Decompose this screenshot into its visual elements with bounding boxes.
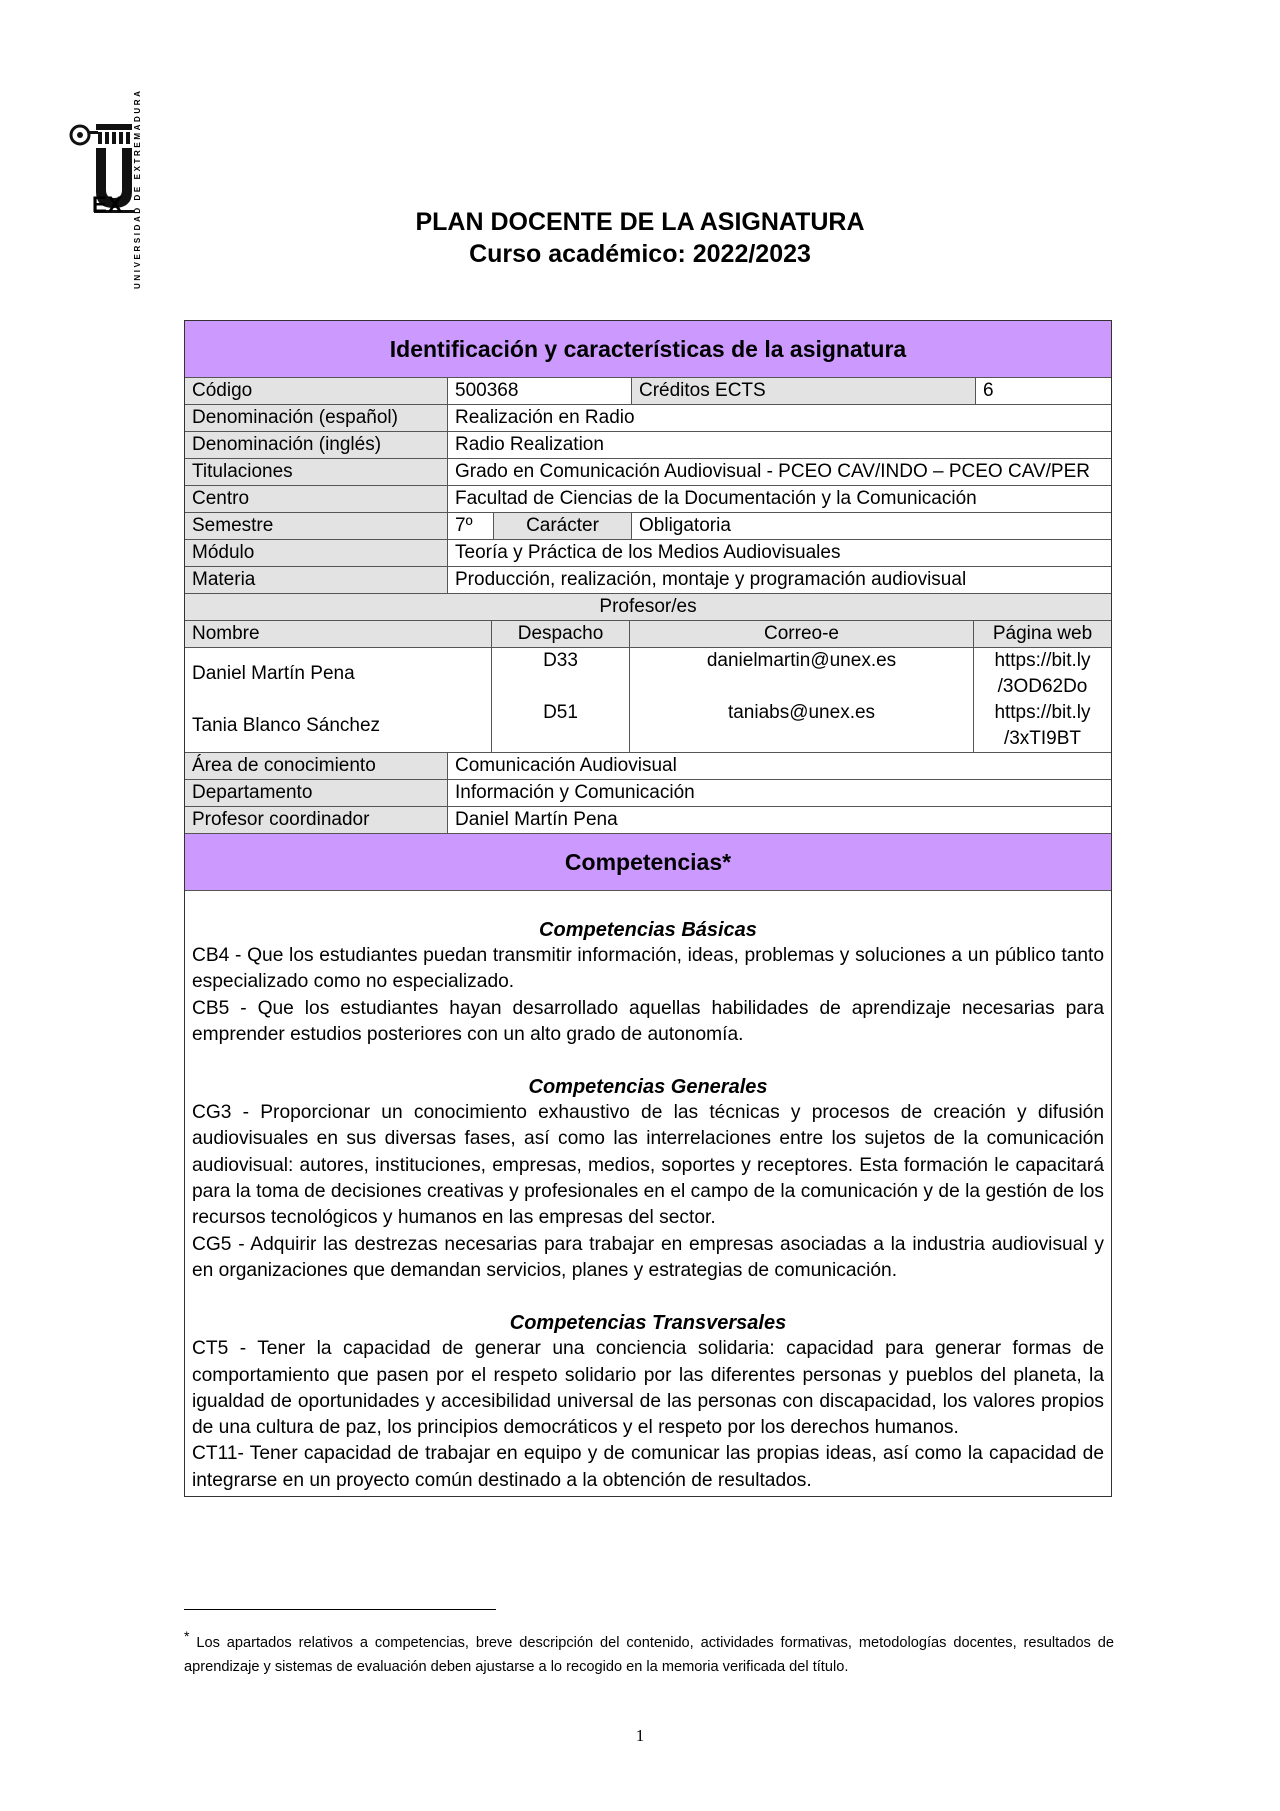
column-header-web: Página web: [973, 621, 1111, 647]
titulaciones-label: Titulaciones: [185, 459, 447, 485]
footnote: [184, 1624, 1114, 1679]
web-line: /3OD62Do: [997, 676, 1088, 697]
professor-web-link[interactable]: [981, 700, 1104, 752]
table-row: [185, 779, 1111, 806]
subject-table: [184, 320, 1112, 1497]
professor-name: Daniel Martín Pena: [192, 663, 355, 684]
den-en-label: Denominación (inglés): [185, 432, 447, 458]
table-row: [185, 377, 1111, 404]
table-row: [185, 539, 1111, 566]
codigo-value: 500368: [447, 378, 631, 404]
departamento-value: Información y Comunicación: [447, 780, 1111, 806]
area-label: Área de conocimiento: [185, 753, 447, 779]
den-es-value: Realización en Radio: [447, 405, 1111, 431]
page-number: 1: [635, 1726, 645, 1745]
semestre-value: 7º: [447, 513, 493, 539]
professor-name-column: [185, 648, 491, 752]
semestre-label: Semestre: [185, 513, 447, 539]
table-row: [185, 485, 1111, 512]
footnote-divider: [184, 1609, 496, 1610]
departamento-label: Departamento: [185, 780, 447, 806]
column-header-nombre: Nombre: [192, 623, 260, 644]
titulaciones-value: Grado en Comunicación Audiovisual - PCEO CAV/INDO – PCEO CAV/PER: [447, 459, 1111, 485]
academic-year: Curso académico: 2022/2023: [469, 240, 811, 268]
competencia-item: CG5 - Adquirir las destrezas necesarias para trabajar en empresas asociadas a la industria audiovisual y en organizaciones que demandan servicios, planes y estrategias de comunicación.: [192, 1233, 1104, 1281]
professor-email: danielmartin@unex.es: [706, 650, 897, 671]
generales-title: Competencias Generales: [528, 1076, 768, 1099]
centro-value: Facultad de Ciencias de la Documentación y la Comunicación: [447, 486, 1111, 512]
coordinador-value: Daniel Martín Pena: [447, 807, 1111, 833]
professors-block: [185, 647, 1111, 752]
document-title: PLAN DOCENTE DE LA ASIGNATURA: [415, 208, 865, 236]
profesores-heading: Profesor/es: [599, 596, 697, 617]
professor-web-link[interactable]: [981, 648, 1104, 700]
table-row: [185, 620, 1111, 647]
competencias-heading: Competencias*: [185, 833, 1111, 890]
table-row: [185, 431, 1111, 458]
materia-value: Producción, realización, montaje y programación audiovisual: [447, 567, 1111, 593]
coordinador-label: Profesor coordinador: [185, 807, 447, 833]
web-line: https://bit.ly: [994, 650, 1091, 671]
den-es-label: Denominación (español): [185, 405, 447, 431]
competencia-item: CB4 - Que los estudiantes puedan transmitir información, ideas, problemas y soluciones a un público tanto especializado como no especializado.: [192, 945, 1104, 993]
modulo-label: Módulo: [185, 540, 447, 566]
competencias-body: [185, 890, 1111, 1496]
table-row: [185, 593, 1111, 620]
professor-office: D33: [543, 650, 578, 671]
footnote-marker: *: [184, 1628, 190, 1644]
caracter-label: Carácter: [493, 513, 631, 539]
professor-email-column: [629, 648, 973, 752]
footnote-text: Los apartados relativos a competencias, breve descripción del contenido, actividades formativas, metodologías docentes, resultados de aprendizaje y sistemas de evaluación deben ajustarse a lo recogido en la memoria verificada del título.: [184, 1634, 1114, 1675]
professor-office: D51: [543, 702, 578, 723]
column-header-correo: Correo-e: [629, 621, 973, 647]
professor-name: Tania Blanco Sánchez: [192, 715, 381, 736]
table-row: [185, 566, 1111, 593]
logo-mark-text: EX: [92, 192, 124, 217]
codigo-label: Código: [185, 378, 447, 404]
web-line: https://bit.ly: [994, 702, 1091, 723]
identification-heading: Identificación y características de la asignatura: [185, 321, 1111, 377]
table-row: [185, 458, 1111, 485]
professor-web-column: [973, 648, 1111, 752]
professor-office-column: [491, 648, 629, 752]
table-row: [185, 512, 1111, 539]
transversales-title: Competencias Transversales: [509, 1312, 787, 1335]
centro-label: Centro: [185, 486, 447, 512]
materia-label: Materia: [185, 567, 447, 593]
area-value: Comunicación Audiovisual: [447, 753, 1111, 779]
basicas-title: Competencias Básicas: [539, 919, 757, 941]
table-row: [185, 806, 1111, 833]
competencia-item: CT11- Tener capacidad de trabajar en equipo y de comunicar las propias ideas, así como la capacidad de integrarse en un proyecto común destinado a la obtención de resultados.: [192, 1443, 1104, 1491]
creditos-value: 6: [975, 378, 1111, 404]
caracter-value: Obligatoria: [631, 513, 1111, 539]
competencia-item: CG3 - Proporcionar un conocimiento exhaustivo de las técnicas y procesos de creación y difusión audiovisuales en sus diversas fases, así como las interrelaciones entre los sujetos de la comunicación audiovisual: autores, instituciones, empresas, medios, soportes y receptores. Esta formación le capacitará para la toma de decisiones creativas y profesionales en el campo de la comunicación y de la gestión de los recursos tecnológicos y humanos en las empresas del sector.: [192, 1102, 1104, 1229]
creditos-label: Créditos ECTS: [631, 378, 975, 404]
professor-email: taniabs@unex.es: [727, 702, 876, 723]
web-line: /3xTI9BT: [1003, 728, 1082, 749]
modulo-value: Teoría y Práctica de los Medios Audiovisuales: [447, 540, 1111, 566]
university-name-vertical: UNIVERSIDAD DE EXTREMADURA: [133, 88, 142, 290]
table-row: [185, 752, 1111, 779]
competencia-item: CT5 - Tener la capacidad de generar una conciencia solidaria: capacidad para generar formas de comportamiento que pasen por el respeto solidario por las diferentes personas y pueblos del planeta, la igualdad de oportunidades y accesibilidad universal de las personas con discapacidad, los valores propios de una cultura de paz, los principios democráticos y el respeto por los derechos humanos.: [192, 1338, 1104, 1439]
column-header-despacho: Despacho: [491, 621, 629, 647]
den-en-value: Radio Realization: [447, 432, 1111, 458]
competencia-item: CB5 - Que los estudiantes hayan desarrollado aquellas habilidades de aprendizaje necesarias para emprender estudios posteriores con un alto grado de autonomía.: [192, 997, 1104, 1045]
table-row: [185, 404, 1111, 431]
